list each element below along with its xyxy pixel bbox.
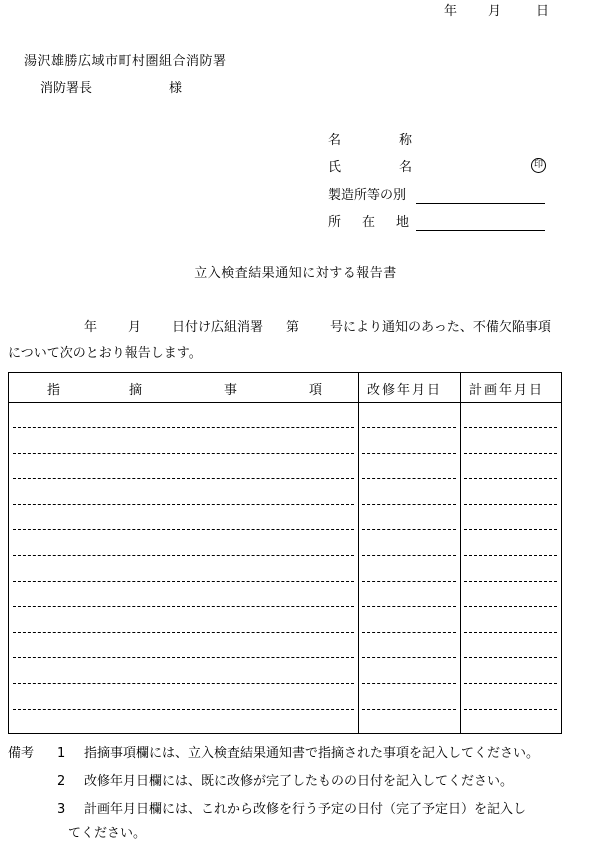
table-row-line[interactable] [13,529,354,530]
note-text: 改修年月日欄には、既に改修が完了したものの日付を記入してください。 [84,774,514,789]
note-text: 計画年月日欄には、これから改修を行う予定の日付（完了予定日）を記入し [84,802,527,817]
table-row-line[interactable] [362,453,456,454]
header-separator [9,402,561,403]
table-row-line[interactable] [362,606,456,607]
table-row-line[interactable] [362,709,456,710]
note-text-continued: てください。 [68,826,147,841]
table-row-line[interactable] [362,581,456,582]
address-blank[interactable] [416,230,545,231]
table-row-line[interactable] [362,683,456,684]
recipient-title: 消防署長 [40,81,93,96]
header-repair-date: 改修年月日 [367,383,443,398]
table-row-line[interactable] [464,581,557,582]
facility-kind-blank[interactable] [416,203,545,204]
table-row-line[interactable] [13,632,354,633]
report-table [8,372,562,734]
date-month: 月 [488,4,502,19]
name-field-label: 名 称 [328,133,413,148]
seal-mark: 印 [531,158,546,173]
table-row-line[interactable] [464,427,557,428]
recipient-honorific: 様 [169,81,183,96]
table-row-line[interactable] [362,555,456,556]
table-row-line[interactable] [13,581,354,582]
table-row-line[interactable] [362,657,456,658]
table-row-line[interactable] [13,709,354,710]
table-row-line[interactable] [362,427,456,428]
table-row-line[interactable] [464,709,557,710]
table-row-line[interactable] [464,606,557,607]
date-year: 年 [444,4,458,19]
table-row-line[interactable] [464,504,557,505]
note-number: 1 [57,746,66,761]
header-plan-date: 計画年月日 [469,383,545,398]
table-row-line[interactable] [464,478,557,479]
note-number: 2 [57,774,66,789]
document-title: 立入検査結果通知に対する報告書 [194,266,397,281]
table-row-line[interactable] [13,504,354,505]
table-row-line[interactable] [362,632,456,633]
table-row-line[interactable] [464,683,557,684]
facility-kind-label: 製造所等の別 [328,188,407,203]
table-row-line[interactable] [362,529,456,530]
column-divider [358,373,359,733]
table-row-line[interactable] [13,453,354,454]
table-row-line[interactable] [13,555,354,556]
table-row-line[interactable] [464,529,557,530]
table-row-line[interactable] [464,555,557,556]
header-item-char: 摘 [129,383,143,398]
table-row-line[interactable] [362,504,456,505]
owner-field-label: 氏 名 [328,160,413,175]
recipient-org: 湯沢雄勝広域市町村圏組合消防署 [24,54,227,69]
table-row-line[interactable] [13,683,354,684]
header-item-char: 指 [47,383,61,398]
table-row-line[interactable] [13,606,354,607]
table-row-line[interactable] [464,657,557,658]
intro-line-2: について次のとおり報告します。 [8,346,202,361]
note-text: 指摘事項欄には、立入検査結果通知書で指摘された事項を記入してください。 [84,746,540,761]
table-row-line[interactable] [362,478,456,479]
table-row-line[interactable] [13,657,354,658]
table-row-line[interactable] [13,478,354,479]
table-row-line[interactable] [13,427,354,428]
column-divider [460,373,461,733]
note-number: 3 [57,802,66,817]
table-row-line[interactable] [464,632,557,633]
header-item-char: 事 [224,383,238,398]
date-day: 日 [536,4,550,19]
address-field-label: 所 在 地 [328,215,410,230]
header-item-char: 項 [309,383,323,398]
notes-label: 備考 [8,746,35,761]
table-row-line[interactable] [464,453,557,454]
